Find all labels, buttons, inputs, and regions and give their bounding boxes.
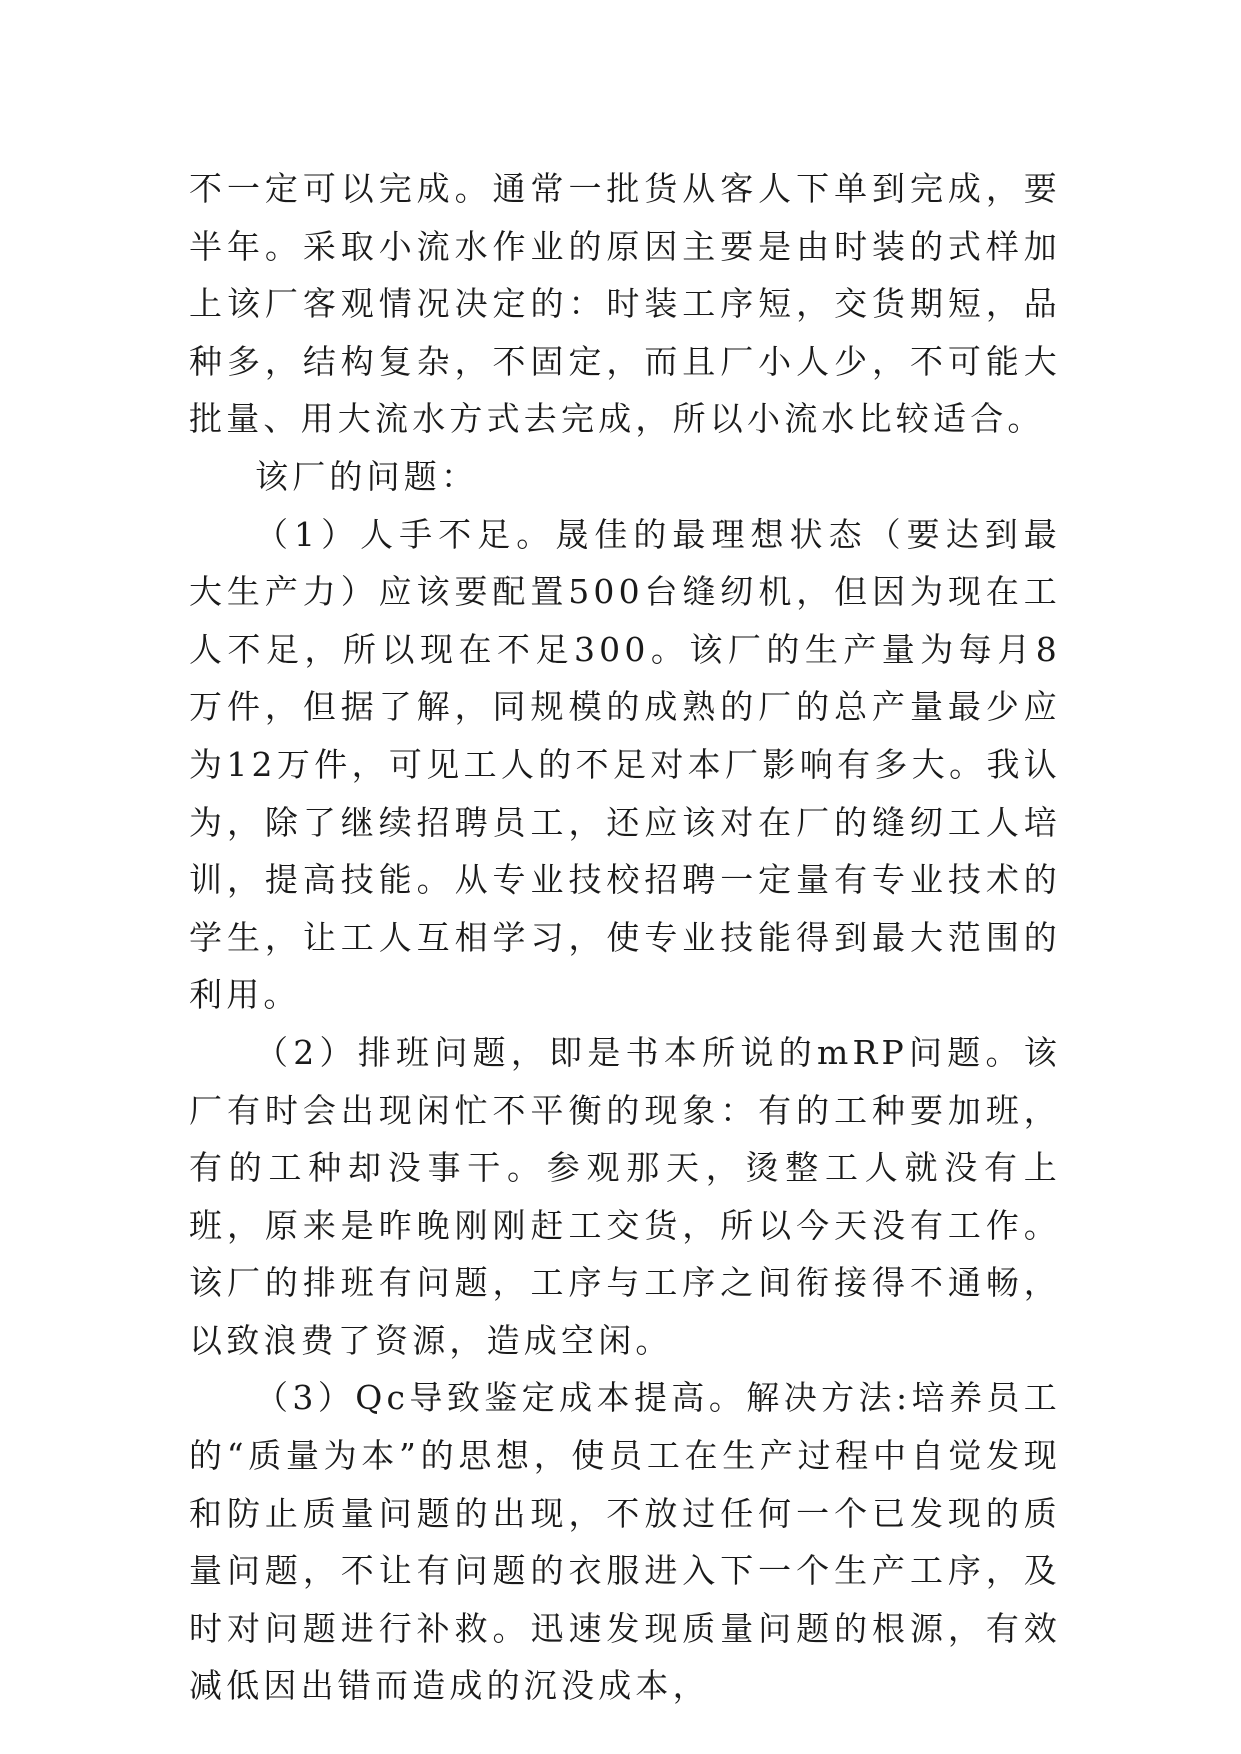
document-body [189,160,1061,1715]
section-heading-problems: 该厂的问题： [255,456,479,496]
paragraph-problem-3: （3）Qc导致鉴定成本提高。解决方法:培养员工的“质量为本”的思想，使员工在生产过程中自觉发现和防止质量问题的出现，不放过任何一个已发现的质量问题，不让有问题的衣服进入下一个生产工序，及时对问题进行补救。迅速发现质量问题的根源，有效减低因出错而造成的沉没成本， [189,1378,1061,1706]
paragraph-continuation: 不一定可以完成。通常一批货从客人下单到完成，要半年。采取小流水作业的原因主要是由时装的式样加上该厂客观情况决定的：时装工序短，交货期短，品种多，结构复杂，不固定，而且厂小人少，不可能大批量、用大流水方式去完成，所以小流水比较适合。 [189,169,1061,439]
paragraph-problem-2: （2）排班问题，即是书本所说的mRP问题。该厂有时会出现闲忙不平衡的现象：有的工种要加班，有的工种却没事干。参观那天，烫整工人就没有上班，原来是昨晚刚刚赶工交货，所以今天没有工作。该厂的排班有问题，工序与工序之间衔接得不通畅，以致浪费了资源，造成空闲。 [189,1032,1061,1360]
paragraph-problem-1: （1）人手不足。晟佳的最理想状态（要达到最大生产力）应该要配置500台缝纫机，但因为现在工人不足，所以现在不足300。该厂的生产量为每月8万件，但据了解，同规模的成熟的厂的总产量最少应为12万件，可见工人的不足对本厂影响有多大。我认为，除了继续招聘员工，还应该对在厂的缝纫工人培训，提高技能。从专业技校招聘一定量有专业技术的学生，让工人互相学习，使专业技能得到最大范围的利用。 [189,514,1061,1015]
